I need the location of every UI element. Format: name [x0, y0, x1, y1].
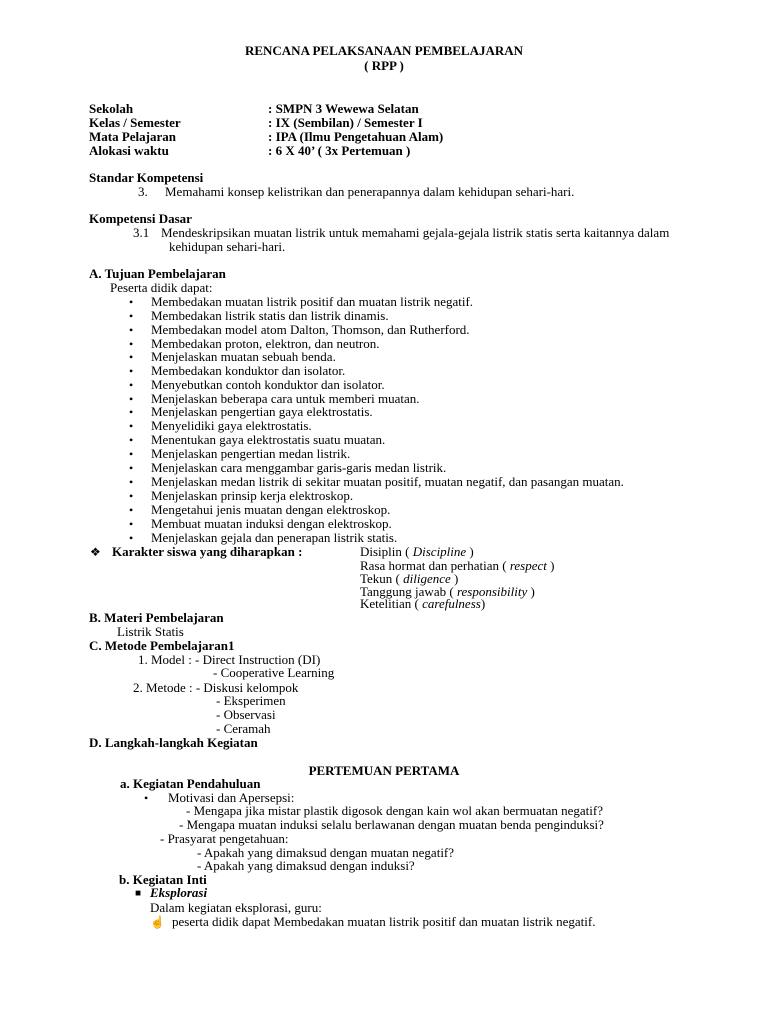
bullet-icon: •: [129, 323, 134, 337]
motivasi-question: - Mengapa muatan induksi selalu berlawanan dengan muatan benda penginduksi?: [179, 817, 604, 832]
metode-heading: C. Metode Pembelajaran1: [89, 638, 235, 653]
eksplorasi-heading: Eksplorasi: [150, 885, 208, 900]
bullet-icon: •: [129, 489, 134, 503]
pendahuluan-heading: a. Kegiatan Pendahuluan: [120, 776, 261, 791]
bullet-icon: •: [129, 531, 134, 545]
list-item: Menjelaskan beberapa cara untuk memberi muatan.: [151, 391, 420, 406]
metode-item: - Eksperimen: [216, 693, 286, 708]
karakter-item: Ketelitian ( carefulness): [360, 596, 486, 611]
kompetensi-dasar-number: 3.1: [133, 225, 150, 240]
list-item: Membedakan muatan listrik positif dan muatan listrik negatif.: [151, 294, 474, 309]
document-subtitle: ( RPP ): [364, 58, 404, 73]
metode-model-item: - Cooperative Learning: [213, 665, 335, 680]
bullet-icon: •: [129, 378, 134, 392]
bullet-icon: •: [129, 337, 134, 351]
list-item: Menyebutkan contoh konduktor dan isolator.: [151, 377, 385, 392]
prasyarat-question: - Apakah yang dimaksud dengan muatan negatif?: [197, 845, 455, 860]
identity-label-alokasi: Alokasi waktu: [89, 143, 169, 158]
list-item: Membedakan konduktor dan isolator.: [151, 363, 346, 378]
bullet-icon: •: [129, 461, 134, 475]
bullet-icon: •: [129, 419, 134, 433]
identity-value-sekolah: : SMPN 3 Wewewa Selatan: [268, 101, 419, 116]
bullet-icon: •: [129, 295, 134, 309]
prasyarat-question: - Apakah yang dimaksud dengan induksi?: [197, 858, 415, 873]
standar-kompetensi-number: 3.: [138, 184, 148, 199]
motivasi-question: - Mengapa jika mistar plastik digosok dengan kain wol akan bermuatan negatif?: [186, 803, 603, 818]
square-bullet-icon: ■: [135, 888, 142, 899]
inti-heading: b. Kegiatan Inti: [119, 872, 207, 887]
bullet-icon: •: [129, 447, 134, 461]
karakter-item: Rasa hormat dan perhatian ( respect ): [360, 558, 555, 573]
list-item: Menjelaskan prinsip kerja elektroskop.: [151, 488, 354, 503]
bullet-icon: •: [129, 503, 134, 517]
kompetensi-dasar-heading: Kompetensi Dasar: [89, 211, 192, 226]
list-item: Membedakan model atom Dalton, Thomson, dan Rutherford.: [151, 322, 470, 337]
metode-item: - Observasi: [216, 707, 276, 722]
metode-model-line: 1. Model : - Direct Instruction (DI): [138, 652, 321, 667]
pertemuan-heading: PERTEMUAN PERTAMA: [308, 763, 460, 778]
identity-label-sekolah: Sekolah: [89, 101, 134, 116]
tujuan-intro: Peserta didik dapat:: [110, 280, 213, 295]
identity-value-mapel: : IPA (Ilmu Pengetahuan Alam): [268, 129, 444, 144]
standar-kompetensi-heading: Standar Kompetensi: [89, 170, 204, 185]
bullet-icon: •: [129, 350, 134, 364]
metode-metode-line: 2. Metode : - Diskusi kelompok: [133, 680, 299, 695]
materi-heading: B. Materi Pembelajaran: [89, 610, 224, 625]
eksplorasi-intro: Dalam kegiatan eksplorasi, guru:: [150, 900, 322, 915]
identity-value-alokasi: : 6 X 40’ ( 3x Pertemuan ): [268, 143, 411, 158]
list-item: Menyelidiki gaya elektrostatis.: [151, 418, 312, 433]
list-item: Menjelaskan pengertian gaya elektrostatis.: [151, 404, 373, 419]
pointing-hand-icon: ☝: [150, 915, 165, 929]
bullet-icon: •: [129, 364, 134, 378]
kompetensi-dasar-line2: kehidupan sehari-hari.: [169, 239, 286, 254]
list-item: Membedakan proton, elektron, dan neutron.: [151, 336, 380, 351]
eksplorasi-item: peserta didik dapat Membedakan muatan listrik positif dan muatan listrik negatif.: [172, 914, 596, 929]
prasyarat-label: - Prasyarat pengetahuan:: [160, 831, 289, 846]
list-item: Menjelaskan pengertian medan listrik.: [151, 446, 351, 461]
metode-item: - Ceramah: [216, 721, 271, 736]
bullet-icon: •: [129, 475, 134, 489]
identity-value-kelas: : IX (Sembilan) / Semester I: [268, 115, 423, 130]
karakter-item: Tekun ( diligence ): [360, 571, 459, 586]
bullet-icon: •: [129, 433, 134, 447]
karakter-item: Disiplin ( Discipline ): [360, 544, 474, 559]
identity-label-mapel: Mata Pelajaran: [89, 129, 177, 144]
standar-kompetensi-text: Memahami konsep kelistrikan dan penerapannya dalam kehidupan sehari-hari.: [165, 184, 575, 199]
diamond-bullet-icon: ❖: [90, 545, 101, 559]
bullet-icon: •: [129, 517, 134, 531]
bullet-icon: •: [129, 405, 134, 419]
bullet-icon: •: [129, 309, 134, 323]
karakter-label: Karakter siswa yang diharapkan :: [112, 544, 303, 559]
karakter-item: Tanggung jawab ( responsibility ): [360, 584, 535, 599]
list-item: Menjelaskan medan listrik di sekitar muatan positif, muatan negatif, dan pasangan muatan.: [151, 474, 624, 489]
list-item: Membedakan listrik statis dan listrik dinamis.: [151, 308, 389, 323]
list-item: Membuat muatan induksi dengan elektroskop.: [151, 516, 392, 531]
document-title: RENCANA PELAKSANAAN PEMBELAJARAN: [244, 43, 524, 58]
list-item: Menjelaskan cara menggambar garis-garis medan listrik.: [151, 460, 447, 475]
tujuan-heading: A. Tujuan Pembelajaran: [89, 266, 226, 281]
list-item: Menentukan gaya elektrostatis suatu muatan.: [151, 432, 386, 447]
bullet-icon: •: [144, 791, 149, 805]
kompetensi-dasar-line1: Mendeskripsikan muatan listrik untuk memahami gejala-gejala listrik statis serta kaitannya dalam: [161, 225, 670, 240]
identity-label-kelas: Kelas / Semester: [89, 115, 181, 130]
list-item: Menjelaskan gejala dan penerapan listrik statis.: [151, 530, 398, 545]
list-item: Menjelaskan muatan sebuah benda.: [151, 349, 336, 364]
motivasi-label: Motivasi dan Apersepsi:: [168, 790, 295, 805]
bullet-icon: •: [129, 392, 134, 406]
materi-text: Listrik Statis: [117, 624, 184, 639]
langkah-heading: D. Langkah-langkah Kegiatan: [89, 735, 258, 750]
list-item: Mengetahui jenis muatan dengan elektroskop.: [151, 502, 391, 517]
